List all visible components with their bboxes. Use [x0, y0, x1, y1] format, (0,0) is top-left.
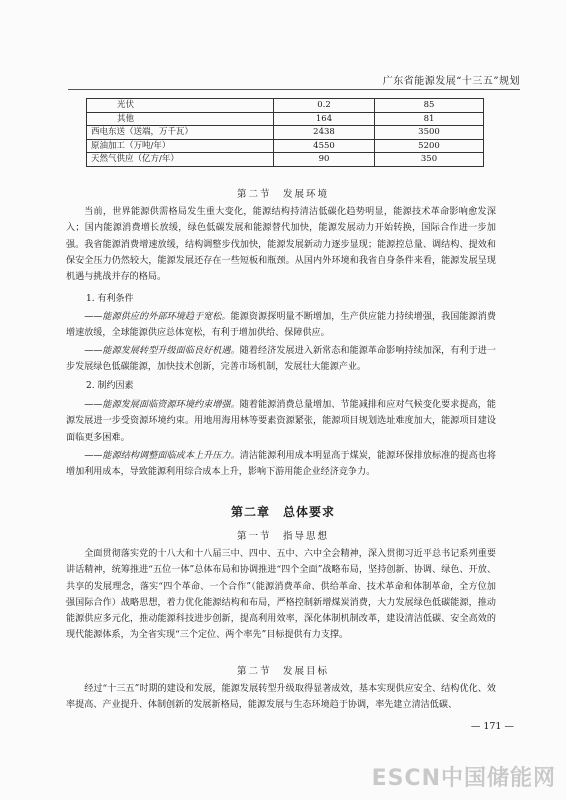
section-heading-targets: 第二节 发展目标: [236, 666, 329, 677]
table-row: [87, 112, 484, 126]
constraint-paragraph: [66, 397, 496, 446]
emphasis-lead: ——能源供应的外部环境趋于宽松。: [84, 312, 231, 322]
environment-intro-paragraph: 当前，世界能源供需格局发生重大变化，能源结构持清洁低碳化趋势明显，能源技术革命影响愈发深入；国内能源消费增长放缓，绿色低碳发展和能源替代加快，能源发展动力开始转换，国际合作进一步加强。我省能源消费增速放缓，结构调整步伐加快，能源发展新动力逐步显现；能源控总量、调结构、提效和保安全压力仍然较大，能源发展还存在一些短板和瓶颈。从国内外环境和我省自身条件来看，能源发展呈现机遇与挑战并存的格局。: [66, 207, 496, 283]
section-heading-guiding-ideology: 第一节 指导思想: [236, 531, 329, 542]
favorable-condition-paragraph: [66, 343, 496, 376]
emphasis-lead: ——能源结构调整面临成本上升压力。: [84, 451, 240, 461]
paragraph-body: 清洁能源利用成本明显高于煤炭，能源环保排放标准的提高也将增加利用成本，导致能源利用综合成本上升，影响下游用能企业经济竞争力。: [66, 451, 496, 478]
table-cell: 其他: [87, 112, 274, 126]
emphasis-lead: ——能源发展转型升级面临良好机遇。: [84, 346, 240, 356]
table-cell: 0.2: [274, 99, 375, 113]
table-cell: 350: [375, 153, 484, 167]
table-cell: 4550: [274, 139, 375, 153]
table-row: [87, 153, 484, 167]
chapter-heading: 第二章 总体要求: [230, 505, 335, 519]
header-rule: [68, 89, 520, 90]
page-number: — 171 —: [470, 721, 514, 732]
running-head: 广东省能源发展“十三五”规划: [382, 76, 520, 87]
table-row: [87, 139, 484, 153]
paragraph-body: 随着经济发展进入新常态和能源革命影响持续加深，有利于进一步发展绿色低碳能源，加快技术创新，完善市场机制，发展壮大能源产业。: [66, 346, 496, 373]
table-cell: 81: [375, 112, 484, 126]
table-cell: 164: [274, 112, 375, 126]
favorable-condition-paragraph: [66, 309, 496, 342]
table-cell: 光伏: [87, 99, 274, 113]
site-watermark-logo: ESCN中国储能网: [371, 766, 556, 791]
section-heading-environment: 第二节 发展环境: [236, 189, 329, 200]
paragraph-body: 随着能源消费总量增加、节能减排和应对气候变化要求提高，能源发展进一步受资源环境约束。用地用海用林等要素资源紧张，能源项目规划选址难度加大，能源项目建设面临更多困难。: [66, 400, 496, 443]
table-cell: 西电东送（送端，万千瓦）: [87, 126, 274, 140]
constraint-paragraph: [66, 448, 496, 481]
favorable-conditions-heading: 1. 有利条件: [86, 294, 134, 304]
table-cell: 85: [375, 99, 484, 113]
targets-paragraph: 经过“十三五”时期的建设和发展，能源发展转型升级取得显著成效，基本实现供应安全、结构优化、效率提高、产业提升、体制创新的发展新格局，能源发展与生态环境趋于协调，率先建立清洁低碳、: [66, 684, 496, 711]
table-cell: 90: [274, 153, 375, 167]
constraints-heading: 2. 制约因素: [86, 381, 134, 391]
table-row: [87, 126, 484, 140]
emphasis-lead: ——能源发展面临资源环境约束增强。: [84, 400, 240, 410]
table-cell: 天然气供应（亿方/年）: [87, 153, 274, 167]
energy-data-table: [86, 98, 484, 167]
table-cell: 3500: [375, 126, 484, 140]
paragraph-body: 能源资源探明量不断增加，生产供应能力持续增强，我国能源消费增速放缓，全球能源供应总体宽松，有利于增加供给、保障供应。: [66, 312, 496, 339]
table-cell: 5200: [375, 139, 484, 153]
guiding-ideology-paragraph: 全面贯彻落实党的十八大和十八届三中、四中、五中、六中全会精神，深入贯彻习近平总书记系列重要讲话精神，统筹推进“五位一体”总体布局和协调推进“四个全面”战略布局，坚持创新、协调、绿色、开放、共享的发展理念，落实“四个革命、一个合作”（能源消费革命、供给革命、技术革命和体制革命，全方位加强国际合作）战略思想，着力优化能源结构和布局，严格控制新增煤炭消费，大力发展绿色低碳能源，推动能源供应多元化，推动能源科技进步创新，提高利用效率，深化体制机制改革，建设清洁低碳、安全高效的现代能源体系，为全省实现“三个定位、两个率先”目标提供有力支撑。: [66, 549, 496, 641]
table-row: [87, 99, 484, 113]
table-cell: 原油加工（万吨/年）: [87, 139, 274, 153]
table-cell: 2438: [274, 126, 375, 140]
